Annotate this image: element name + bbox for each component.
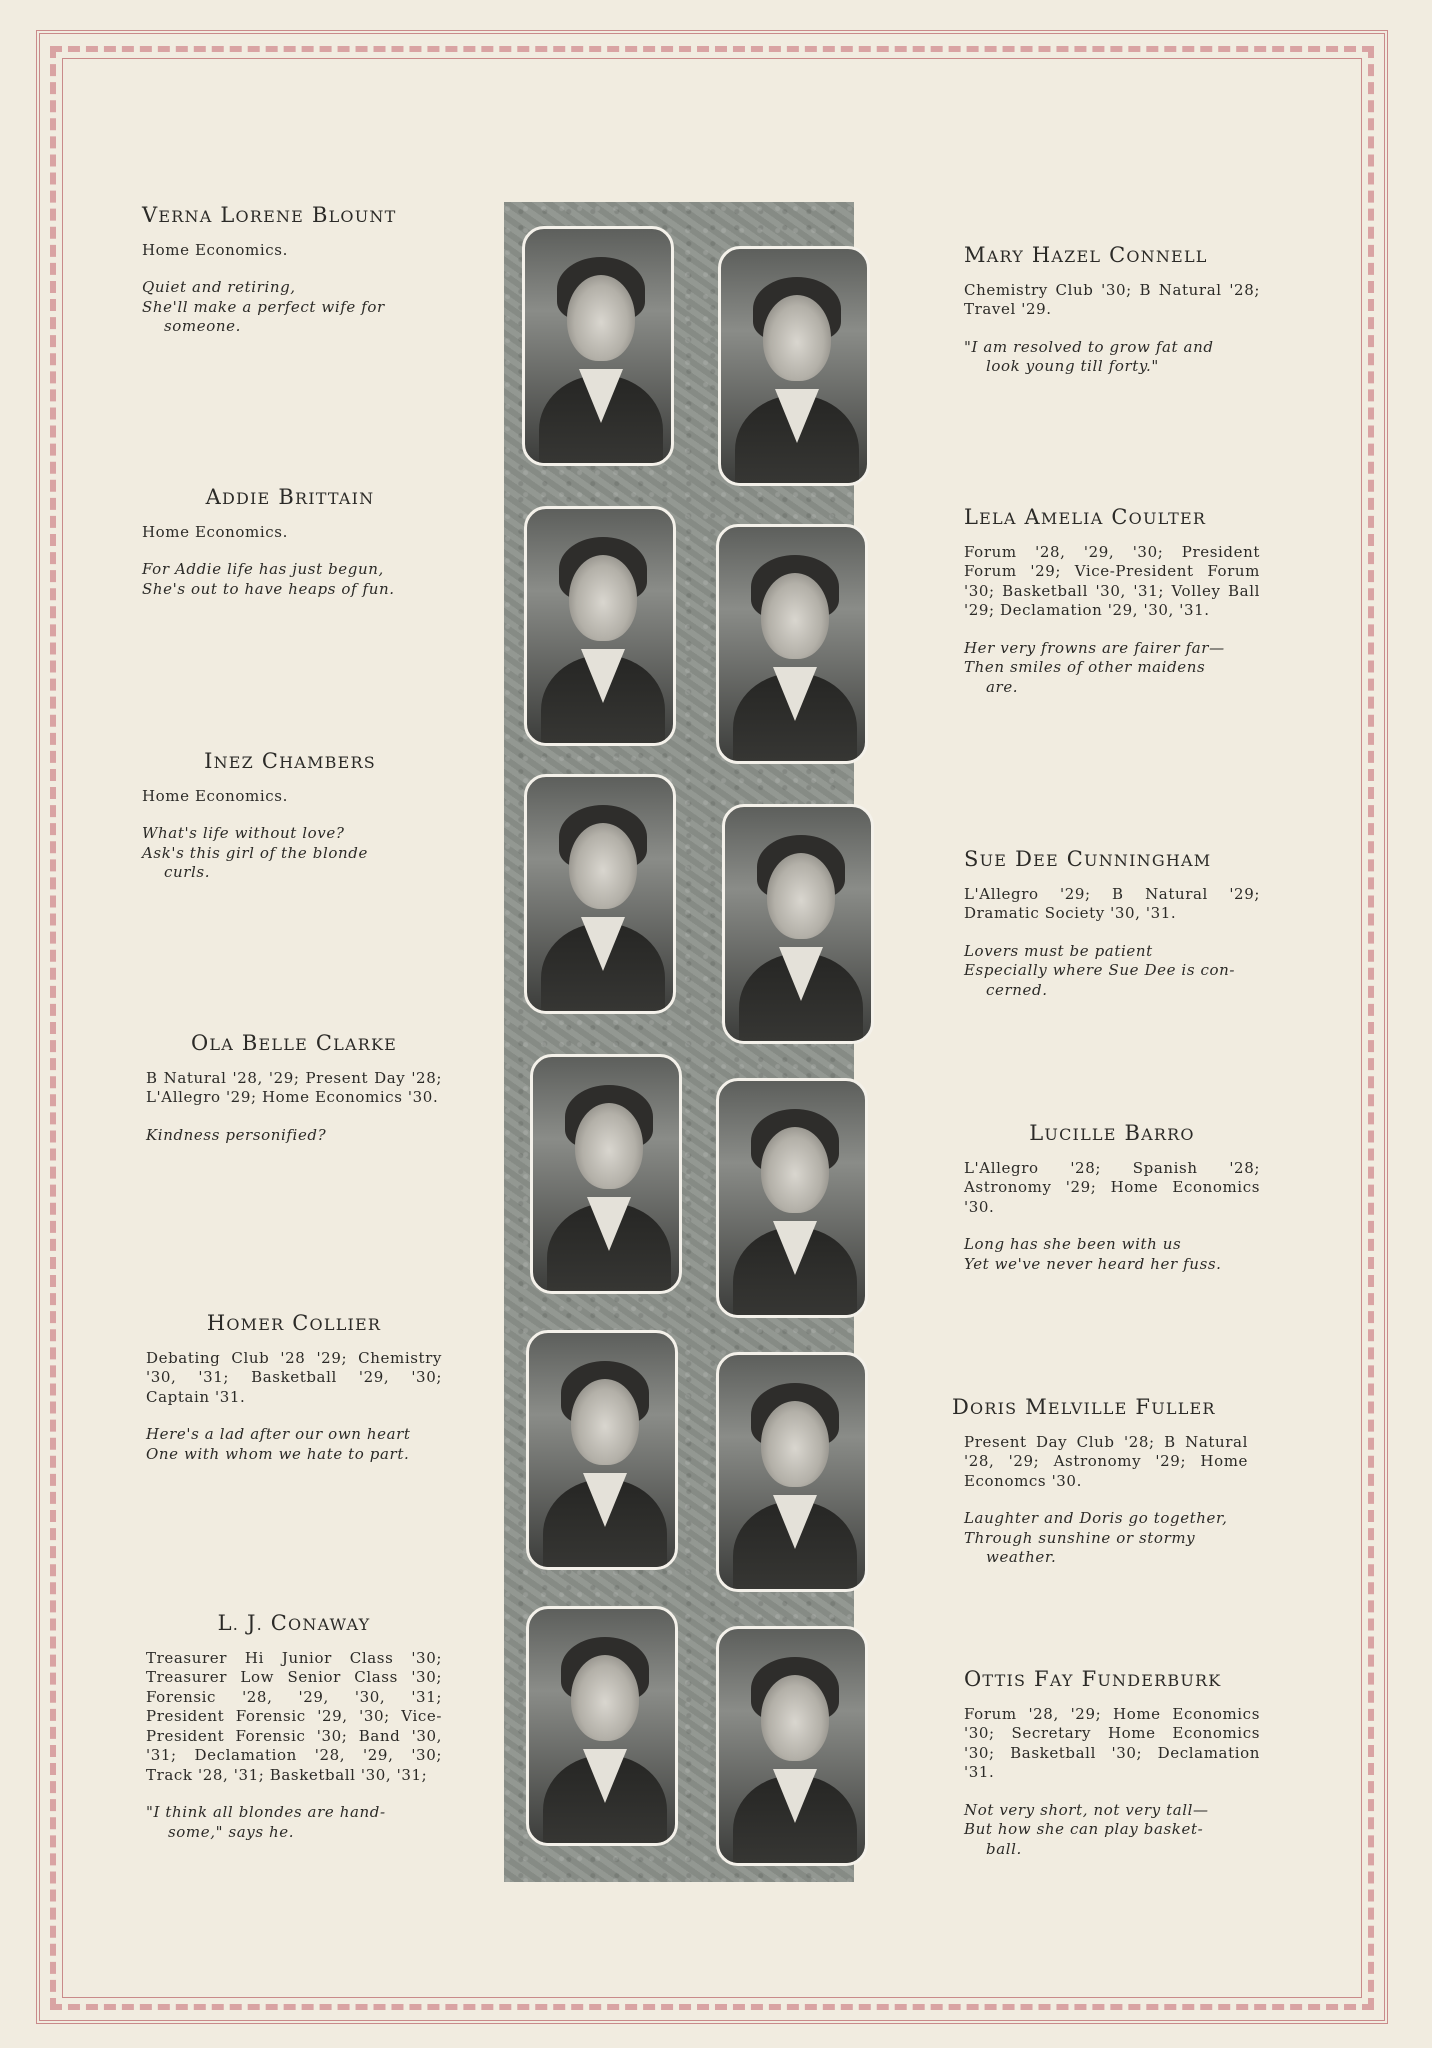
- student-quote: For Addie life has just begun, She's out to have heaps of fun.: [142, 560, 395, 598]
- student-activities: B Natural '28, '29; Present Day '28; L'Allegro '29; Home Economics '30.: [146, 1068, 442, 1106]
- portrait-photo-brittain: [524, 506, 676, 746]
- student-activities: Present Day Club '28; B Natural '28, '29; Astronomy '29; Home Economcs '30.: [964, 1432, 1248, 1490]
- student-quote: Laughter and Doris go together, Through sunshine or stormy weather.: [964, 1509, 1228, 1566]
- student-activities: L'Allegro '28; Spanish '28; Astronomy '29; Home Economics '30.: [964, 1158, 1260, 1216]
- entry-chambers: [142, 749, 438, 883]
- portrait-photo-conaway: [526, 1606, 678, 1846]
- entry-connell: [964, 243, 1260, 377]
- student-activities: Home Economics.: [142, 522, 288, 541]
- student-name: VERNA LORENE BLOUNT: [142, 203, 397, 227]
- photo-strip: [504, 202, 854, 1882]
- portrait-photo-cunningham: [722, 804, 874, 1044]
- portrait-photo-chambers: [524, 774, 676, 1014]
- student-name: L. J. CONAWAY: [217, 1611, 371, 1635]
- portrait-photo-coulter: [716, 524, 868, 764]
- student-quote: Quiet and retiring, She'll make a perfect wife for someone.: [142, 278, 385, 335]
- entry-barro: [964, 1121, 1260, 1274]
- student-name: DORIS MELVILLE FULLER: [952, 1395, 1216, 1419]
- student-activities: Forum '28, '29; Home Economics '30; Secretary Home Economics '30; Basketball '30; Declamation '31.: [964, 1704, 1260, 1781]
- student-quote: What's life without love? Ask's this girl of the blonde curls.: [142, 824, 368, 881]
- portrait-photo-fuller: [716, 1352, 868, 1592]
- student-name: OTTIS FAY FUNDERBURK: [964, 1667, 1222, 1691]
- entry-conaway: [146, 1611, 442, 1842]
- portrait-photo-funderburk: [716, 1626, 868, 1866]
- student-name: OLA BELLE CLARKE: [191, 1031, 397, 1055]
- student-quote: Here's a lad after our own heart One with whom we hate to part.: [146, 1425, 411, 1463]
- student-quote: "I think all blondes are hand- some," says he.: [146, 1803, 386, 1841]
- student-name: ADDIE BRITTAIN: [205, 485, 375, 509]
- entry-clarke: [146, 1031, 442, 1145]
- entry-brittain: [142, 485, 438, 599]
- student-quote: Long has she been with us Yet we've never heard her fuss.: [964, 1235, 1222, 1273]
- entry-fuller: [952, 1395, 1248, 1568]
- portrait-photo-blount: [522, 226, 674, 466]
- student-quote: Kindness personified?: [146, 1125, 327, 1144]
- student-quote: Not very short, not very tall— But how she can play basket- ball.: [964, 1800, 1209, 1858]
- student-name: LELA AMELIA COULTER: [964, 505, 1207, 529]
- student-quote: Lovers must be patient Especially where Sue Dee is con- cerned.: [964, 941, 1236, 999]
- student-activities: Home Economics.: [142, 786, 288, 805]
- student-activities: Forum '28, '29, '30; President Forum '29; Vice-President Forum '30; Basketball '30, '31; Volley Ball '29; Declamation '29, '30, '31.: [964, 542, 1260, 619]
- portrait-photo-collier: [526, 1330, 678, 1570]
- student-quote: Her very frowns are fairer far— Then smiles of other maidens are.: [964, 638, 1225, 696]
- entry-funderburk: [964, 1667, 1260, 1859]
- portrait-photo-barro: [716, 1078, 868, 1318]
- portrait-photo-connell: [718, 246, 870, 486]
- student-name: LUCILLE BARRO: [1029, 1121, 1195, 1145]
- student-activities: Home Economics.: [142, 240, 288, 259]
- student-name: MARY HAZEL CONNELL: [964, 243, 1208, 267]
- student-activities: Debating Club '28 '29; Chemistry '30, '31; Basketball '29, '30; Captain '31.: [146, 1348, 442, 1406]
- student-activities: Treasurer Hi Junior Class '30; Treasurer Low Senior Class '30; Forensic '28, '29, '30, '31; President Forensic '29, '30; Vice-President Forensic '30; Band '30, '31; Declamation '28, '29, '30; Track '28, '31; Basketball '30, '31;: [146, 1648, 442, 1784]
- student-quote: "I am resolved to grow fat and look young till forty.": [964, 337, 1214, 375]
- entry-cunningham: [964, 847, 1260, 1000]
- entry-coulter: [964, 505, 1260, 697]
- student-name: INEZ CHAMBERS: [204, 749, 376, 773]
- student-name: SUE DEE CUNNINGHAM: [964, 847, 1212, 871]
- student-name: HOMER COLLIER: [206, 1311, 382, 1335]
- entry-blount: [142, 203, 438, 337]
- student-activities: Chemistry Club '30; B Natural '28; Travel '29.: [964, 280, 1260, 318]
- student-activities: L'Allegro '29; B Natural '29; Dramatic Society '30, '31.: [964, 884, 1260, 922]
- portrait-photo-clarke: [530, 1054, 682, 1294]
- entry-collier: [146, 1311, 442, 1464]
